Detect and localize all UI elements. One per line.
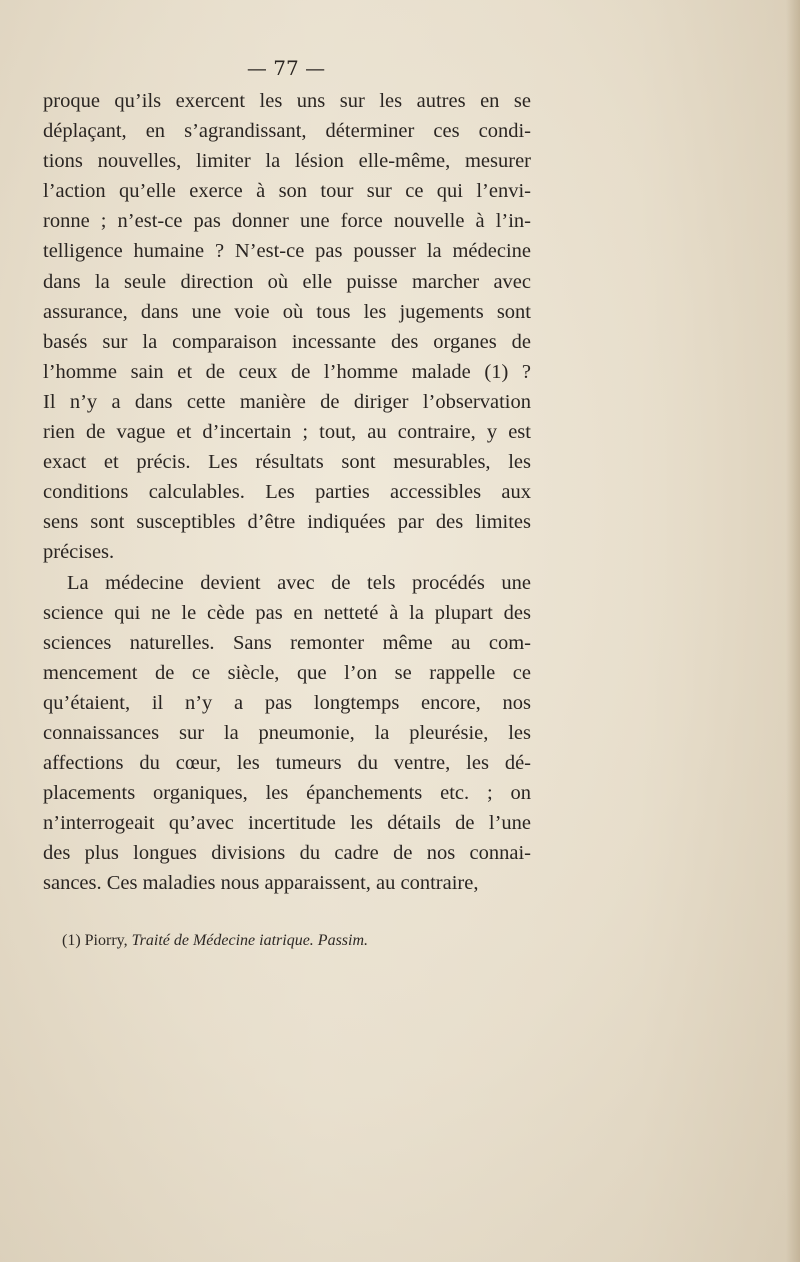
- text-line: proque qu’ils exercent les uns sur les autres en se: [43, 90, 531, 112]
- text-line: précises.: [43, 541, 115, 564]
- text-line: assurance, dans une voie où tous les jugements sont: [43, 300, 531, 323]
- text-line: science qui ne le cède pas en netteté à la plupart des: [43, 601, 531, 624]
- text-line: basés sur la comparaison incessante des organes de: [43, 330, 531, 353]
- page-edge-shadow: [786, 0, 800, 1262]
- footnote: [62, 932, 368, 950]
- text-line: déplaçant, en s’agrandissant, déterminer ces condi-: [43, 120, 531, 143]
- text-line: exact et précis. Les résultats sont mesurables, les: [43, 451, 531, 474]
- text-line: sances. Ces maladies nous apparaissent, au contraire,: [43, 872, 479, 895]
- text-line: n’interrogeait qu’avec incertitude les détails de l’une: [43, 812, 531, 835]
- text-line: l’homme sain et de ceux de l’homme malade (1) ?: [43, 360, 531, 383]
- text-line: telligence humaine ? N’est-ce pas pousser la médecine: [43, 240, 531, 263]
- text-line: connaissances sur la pneumonie, la pleurésie, les: [43, 721, 531, 744]
- text-line: sciences naturelles. Sans remonter même au com-: [43, 631, 531, 654]
- text-line: ronne ; n’est-ce pas donner une force nouvelle à l’in-: [43, 210, 531, 233]
- text-line: des plus longues divisions du cadre de nos connai-: [43, 842, 531, 865]
- text-line: Il n’y a dans cette manière de diriger l’observation: [43, 390, 531, 413]
- text-line: qu’étaient, il n’y a pas longtemps encore, nos: [43, 691, 531, 714]
- text-line: l’action qu’elle exerce à son tour sur ce qui l’envi-: [43, 180, 531, 203]
- text-line: dans la seule direction où elle puisse marcher avec: [43, 270, 531, 293]
- page-number: — 77 —: [246, 56, 326, 80]
- text-line: rien de vague et d’incertain ; tout, au contraire, y est: [43, 421, 531, 444]
- footnote-citation: Traité de Médecine iatrique. Passim.: [131, 932, 369, 949]
- text-line: mencement de ce siècle, que l’on se rappelle ce: [43, 661, 531, 684]
- text-line: La médecine devient avec de tels procédés une: [67, 571, 531, 594]
- paragraph-2: [43, 568, 531, 899]
- text-line: tions nouvelles, limiter la lésion elle-même, mesurer: [43, 150, 531, 173]
- text-line: affections du cœur, les tumeurs du ventre, les dé-: [43, 752, 531, 775]
- text-line: conditions calculables. Les parties accessibles aux: [43, 481, 531, 504]
- text-line: placements organiques, les épanchements etc. ; on: [43, 782, 531, 805]
- paragraph-1: [43, 86, 531, 568]
- body-text: [43, 86, 531, 899]
- text-line: sens sont susceptibles d’être indiquées par des limites: [43, 511, 531, 534]
- footnote-marker: (1) Piorry,: [62, 932, 128, 949]
